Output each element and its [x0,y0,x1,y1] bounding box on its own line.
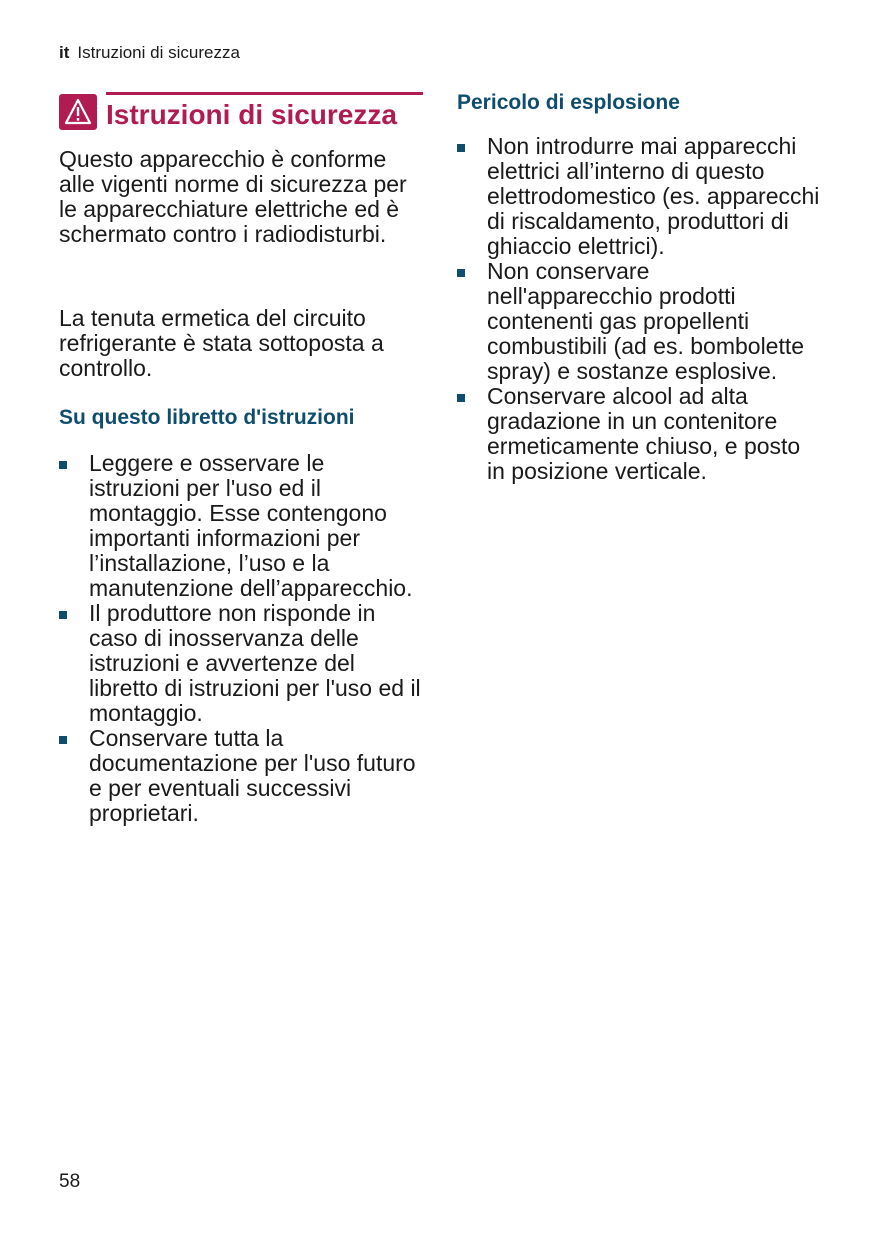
explosion-section-heading: Pericolo di esplosione [457,91,680,114]
list-item: Leggere e osservare le istruzioni per l'uso ed il montaggio. Esse contengono importanti informazioni per l’installazione, l’uso e la manutenzione dell’apparecchio. [59,451,421,601]
bullet-square-icon [59,611,67,619]
explosion-bullet-list [457,134,821,484]
list-item: Il produttore non risponde in caso di inosservanza delle istruzioni e avvertenze del libretto di istruzioni per l'uso ed il montaggio. [59,601,421,726]
section-title-block [59,92,423,132]
list-item: Non conservare nell'apparecchio prodotti contenenti gas propellenti combustibili (ad es. bombolette spray) e sostanze esplosive. [457,259,821,384]
header-section-title: Istruzioni di sicurezza [77,43,240,62]
bullet-square-icon [59,736,67,744]
page-number: 58 [59,1171,81,1192]
bullet-square-icon [59,461,67,469]
page-title: Istruzioni di sicurezza [106,99,397,130]
manual-section-heading: Su questo libretto d'istruzioni [59,406,355,429]
bullet-square-icon [457,394,465,402]
list-item: Conservare alcool ad alta gradazione in un contenitore ermeticamente chiuso, e posto in posizione verticale. [457,384,821,484]
bullet-square-icon [457,144,465,152]
list-item: Conservare tutta la documentazione per l'uso futuro e per eventuali successivi proprietari. [59,726,421,826]
title-rule [106,92,423,95]
bullet-square-icon [457,269,465,277]
running-header [59,42,240,64]
language-code: it [59,43,70,62]
refrigerant-paragraph: La tenuta ermetica del circuito refrigerante è stata sottoposta a controllo. [59,305,384,381]
warning-triangle-icon [59,94,97,130]
list-item: Non introdurre mai apparecchi elettrici all’interno di questo elettrodomestico (es. apparecchi di riscaldamento, produttori di ghiaccio elettrici). [457,134,821,259]
manual-bullet-list [59,451,421,826]
conformity-paragraph: Questo apparecchio è conforme alle vigenti norme di sicurezza per le apparecchiature elettriche ed è schermato contro i radiodisturbi. [59,146,407,247]
